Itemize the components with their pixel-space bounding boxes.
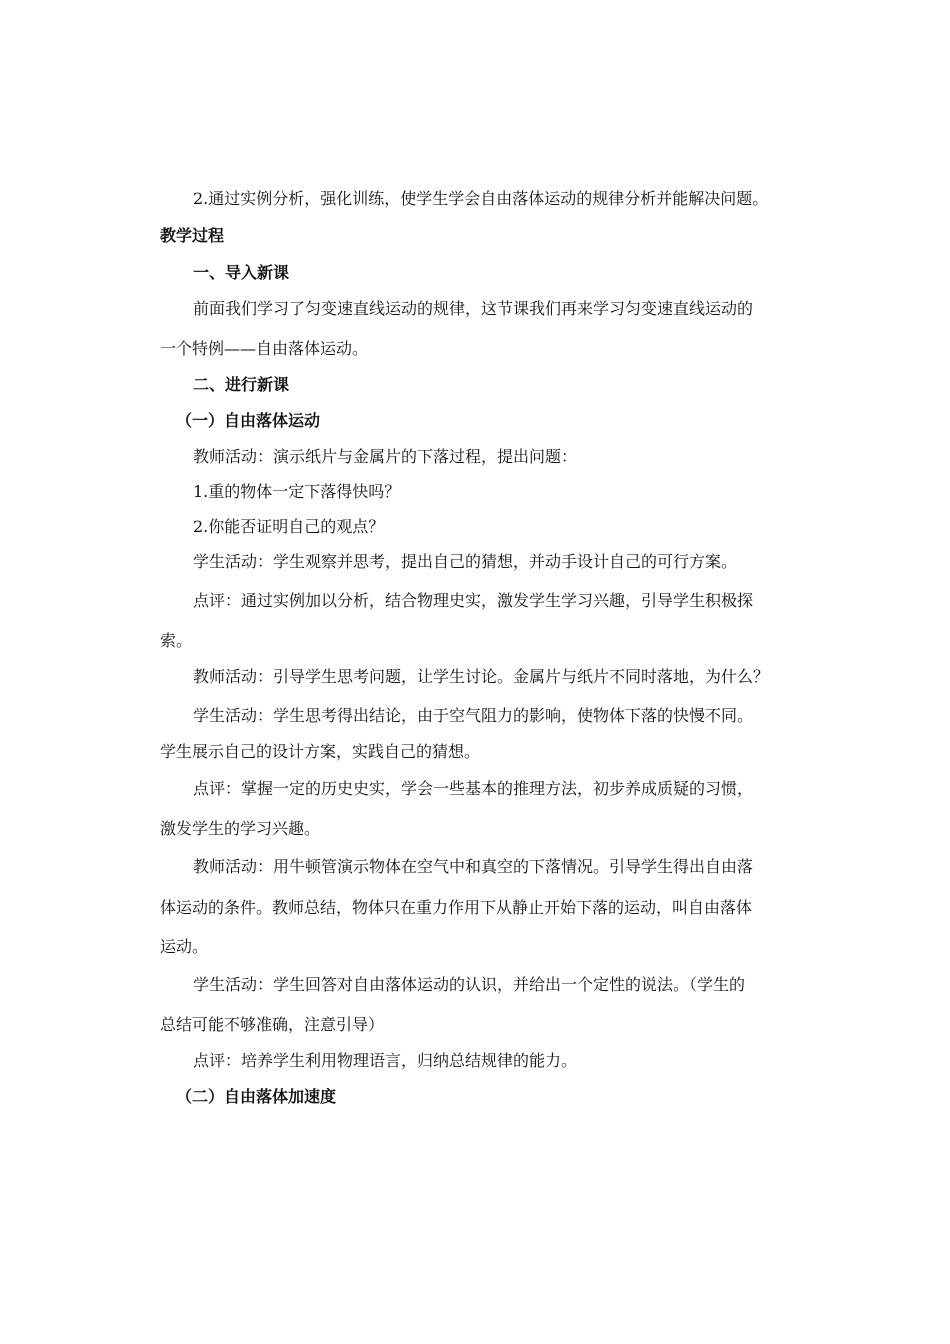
paragraph-line: 一个特例——自由落体运动。 [160, 339, 369, 358]
paragraph-line: 索。 [160, 631, 193, 650]
paragraph-line: 教师活动：用牛顿管演示物体在空气中和真空的下落情况。引导学生得出自由落 [193, 857, 754, 876]
subheading-free-fall: （一）自由落体运动 [176, 411, 321, 430]
question-1: 1.重的物体一定下落得快吗？ [193, 482, 401, 501]
paragraph-line: 学生活动：学生思考得出结论，由于空气阻力的影响，使物体下落的快慢不同。 [193, 706, 754, 725]
paragraph-line: 学生活动：学生观察并思考，提出自己的猜想，并动手设计自己的可行方案。 [193, 552, 738, 571]
objective-2: 2.通过实例分析，强化训练，使学生学会自由落体运动的规律分析并能解决问题。 [193, 189, 769, 208]
paragraph-line: 体运动的条件。教师总结，物体只在重力作用下从静止开始下落的运动，叫自由落体 [160, 898, 753, 917]
paragraph-line: 总结可能不够准确，注意引导） [160, 1015, 385, 1034]
paragraph-line: 教师活动：演示纸片与金属片的下落过程，提出问题： [193, 447, 578, 466]
paragraph-line: 学生活动：学生回答对自由落体运动的认识，并给出一个定性的说法。（学生的 [193, 975, 746, 994]
heading-new-lesson: 二、进行新课 [193, 375, 290, 394]
paragraph-line: 点评：通过实例加以分析，结合物理史实，激发学生学习兴趣，引导学生积极探 [193, 591, 754, 610]
paragraph-line: 教师活动：引导学生思考问题，让学生讨论。金属片与纸片不同时落地，为什么？ [193, 667, 770, 686]
paragraph-line: 激发学生的学习兴趣。 [160, 819, 321, 838]
paragraph-line: 学生展示自己的设计方案，实践自己的猜想。 [160, 742, 481, 761]
paragraph-line: 运动。 [160, 937, 209, 956]
heading-introduce-lesson: 一、导入新课 [193, 263, 290, 282]
subheading-free-fall-acceleration: （二）自由落体加速度 [176, 1087, 337, 1106]
paragraph-line: 前面我们学习了匀变速直线运动的规律，这节课我们再来学习匀变速直线运动的 [193, 299, 754, 318]
paragraph-line: 点评：培养学生利用物理语言，归纳总结规律的能力。 [193, 1051, 578, 1070]
paragraph-line: 点评：掌握一定的历史史实，学会一些基本的推理方法，初步养成质疑的习惯， [193, 779, 754, 798]
section-title-teaching-process: 教学过程 [160, 226, 225, 245]
question-2: 2.你能否证明自己的观点？ [193, 517, 385, 536]
